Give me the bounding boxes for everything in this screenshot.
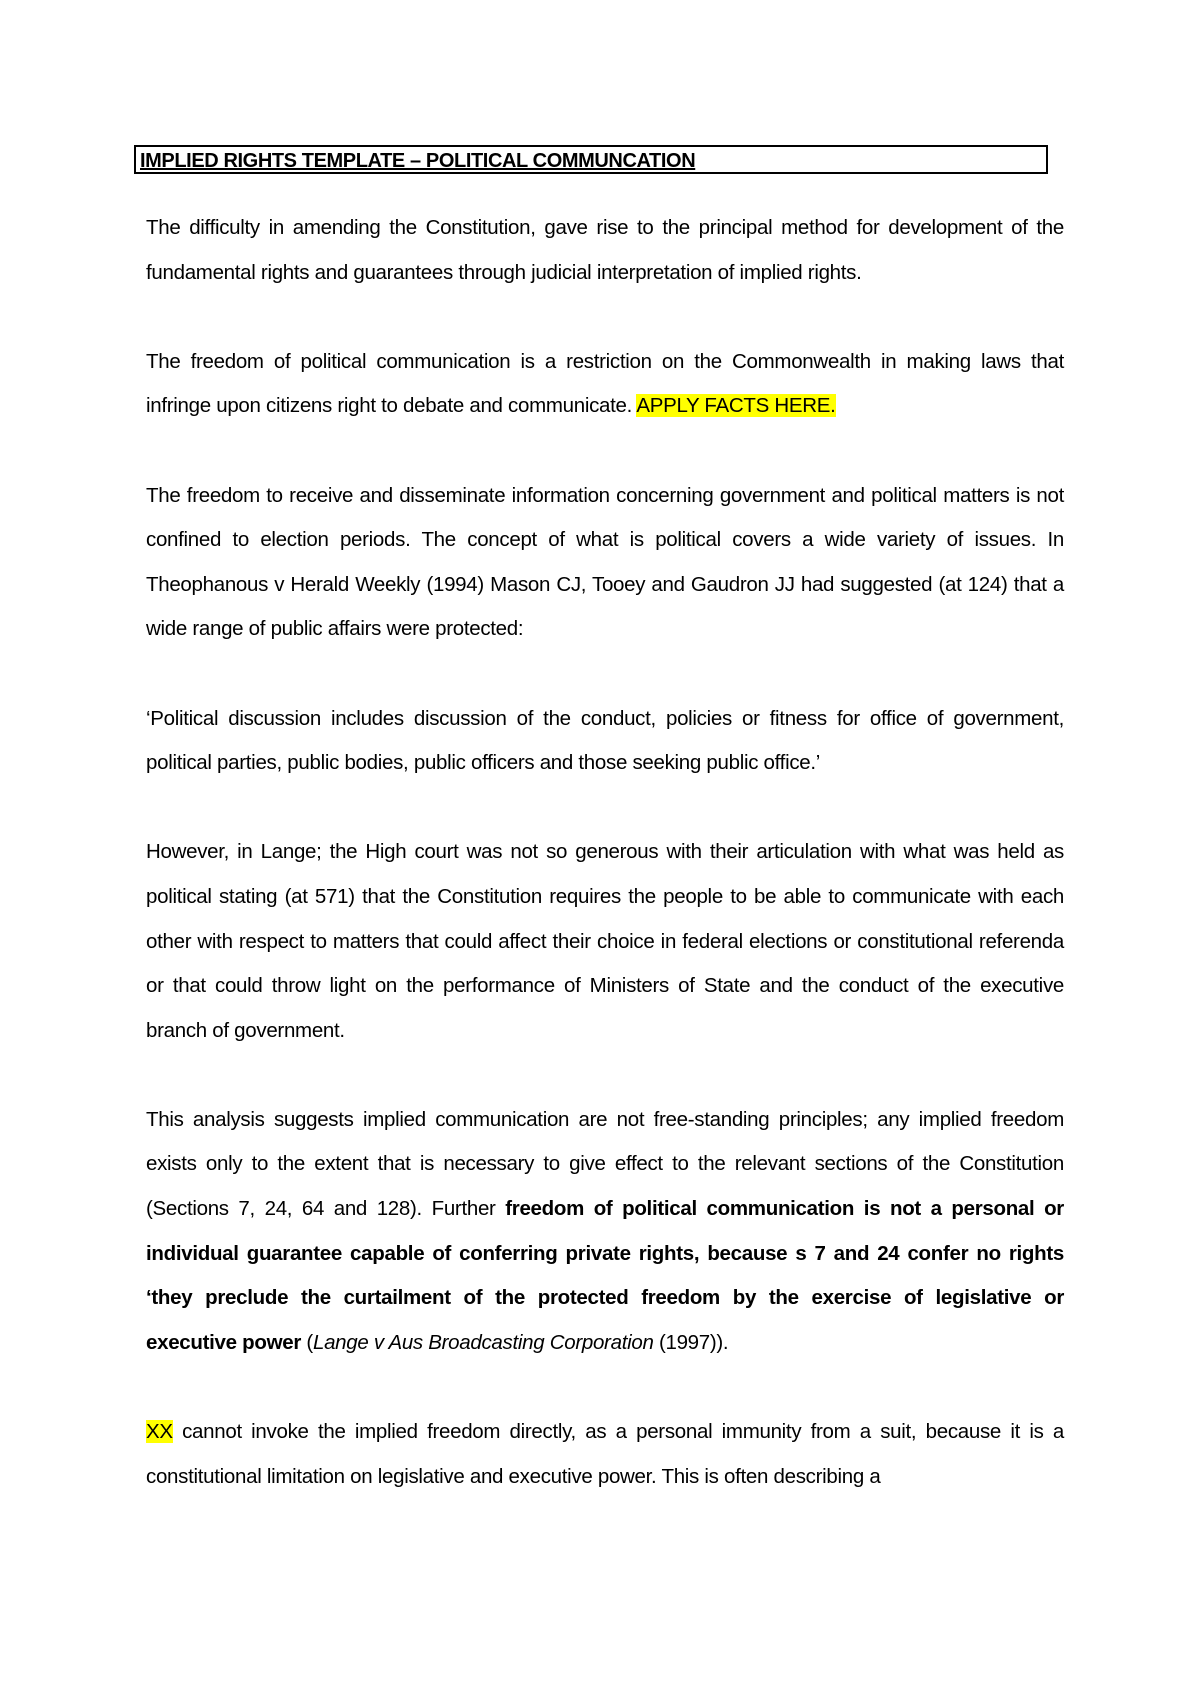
paragraph-quote-political-discussion: ‘Political discussion includes discussion of the conduct, policies or fitness for office of government, political parties, public bodies, public officers and those seeking public office.’ (146, 706, 1064, 775)
paragraph-text: cannot invoke the implied freedom directly, as a personal immunity from a suit, because it is a constitutional limitation on legislative and executive power. This is often describing a (146, 1420, 1064, 1488)
document-title: IMPLIED RIGHTS TEMPLATE – POLITICAL COMMUNCATION (134, 145, 1048, 174)
citation-open: ( (301, 1330, 313, 1354)
paragraph-lange: However, in Lange; the High court was not so generous with their articulation with what was held as political stating (at 571) that the Constitution requires the people to be able to communicate with each other with respect to matters that could affect their choice in federal elections or constitutional referenda or that could throw light on the performance of Ministers of State and the conduct of the executive branch of government. (146, 840, 1064, 1042)
paragraph-theophanous: The freedom to receive and disseminate information concerning government and political matters is not confined to election periods. The concept of what is political covers a wide variety of issues. In Theophanous v Herald Weekly (1994) Mason CJ, Tooey and Gaudron JJ had suggested (at 124) that a wide range of public affairs were protected: (146, 483, 1064, 641)
paragraph-text: This analysis suggests implied communication are not free-standing principles; any implied freedom exists only to the extent that is necessary to give effect to the relevant sections of the Constitution (Sections 7, 24, 64 and 128). Further (146, 1107, 1064, 1221)
paragraph-analysis (146, 1098, 1064, 1366)
bold-statement: freedom of political communication is not a personal or individual guarantee capable of conferring private rights, because s 7 and 24 confer no rights ‘they preclude the curtailment of the protected freedom by the exercise of legislative or executive power (146, 1197, 1064, 1354)
paragraph-xx-invoke (146, 1410, 1064, 1499)
highlight-xx: XX (146, 1420, 173, 1444)
highlight-apply-facts: APPLY FACTS HERE. (636, 394, 836, 418)
paragraph-freedom-restriction (146, 340, 1064, 429)
case-name-italic: Lange v Aus Broadcasting Corporation (312, 1330, 654, 1354)
paragraph-text: The freedom of political communication is a restriction on the Commonwealth in making laws that infringe upon citizens right to debate and communicate. (146, 349, 1064, 418)
paragraph-difficulty-amending: The difficulty in amending the Constitution, gave rise to the principal method for development of the fundamental rights and guarantees through judicial interpretation of implied rights. (146, 216, 1064, 284)
document-body (146, 206, 1064, 1544)
citation-close: (1997)). (653, 1330, 729, 1354)
